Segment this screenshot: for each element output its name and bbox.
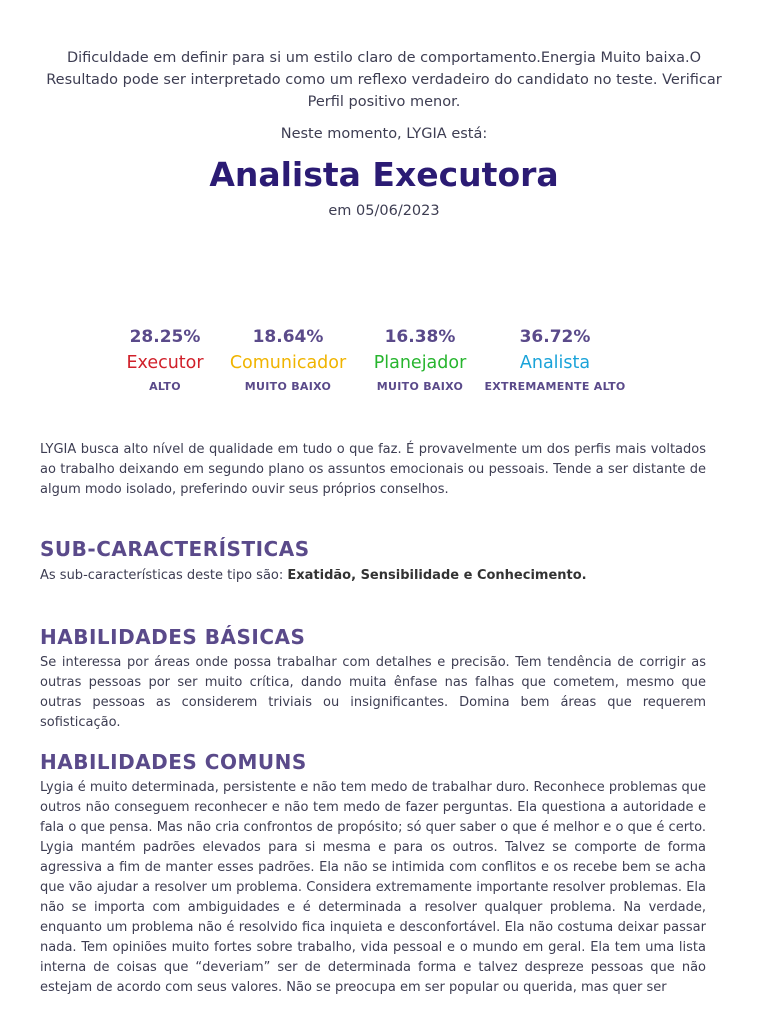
score-level: MUITO BAIXO	[244, 380, 332, 393]
score-comunicador	[220, 324, 356, 393]
score-percent: 28.25%	[129, 327, 201, 347]
score-label: Planejador	[373, 353, 467, 373]
score-summary	[0, 324, 768, 404]
sub-characteristics-heading: SUB-CARACTERÍSTICAS	[40, 537, 310, 561]
score-planejador	[355, 324, 485, 393]
profile-date: em 05/06/2023	[328, 203, 440, 219]
score-percent: 36.72%	[519, 327, 591, 347]
score-executor	[100, 324, 230, 393]
moment-text: Neste momento, LYGIA está:	[280, 126, 488, 142]
common-skills-heading: HABILIDADES COMUNS	[40, 750, 307, 774]
basic-skills-heading: HABILIDADES BÁSICAS	[40, 625, 306, 649]
score-percent: 18.64%	[252, 327, 324, 347]
score-level: MUITO BAIXO	[376, 380, 464, 393]
score-label: Comunicador	[229, 353, 347, 373]
sub-characteristics-lead: As sub-características deste tipo são:	[40, 568, 288, 583]
common-skills-text: Lygia é muito determinada, persistente e não tem medo de trabalhar duro. Reconhece problemas que outros não conseguem reconhecer e não tem medo de fazer perguntas. Ela questiona a autoridade e fala o que pensa. Mas não cria confrontos de propósito; só quer saber o que é melhor e o que é certo. Lygia mantém padrões elevados para si mesma e para os outros. Talvez se comporte de forma agressiva a fim de manter esses padrões. Ela não se intimida com conflitos e os recebe bem se acha que vão ajudar a resolver um problema. Considera extremamente importante resolver problemas. Ela não se importa com ambiguidades e é determinada a resolver qualquer problema. Na verdade, enquanto um problema não é resolvido fica inquieta e desconfortável. Ela não costuma deixar passar nada. Tem opiniões muito fortes sobre trabalho, vida pessoal e o mundo em geral. Ela tem uma lista interna de coisas que “deveriam” ser de determinada forma e talvez despreze pessoas que não estejam de acordo com seus valores. Não se preocupa em ser popular ou querida, mas quer ser	[40, 780, 706, 995]
summary-text: LYGIA busca alto nível de qualidade em tudo o que faz. É provavelmente um dos perfis mais voltados ao trabalho deixando em segundo plano os assuntos emocionais ou pessoais. Tende a ser distante de algum modo isolado, preferindo ouvir seus próprios conselhos.	[40, 442, 706, 497]
score-label: Executor	[126, 353, 204, 373]
score-level: EXTREMAMENTE ALTO	[484, 380, 626, 393]
score-percent: 16.38%	[384, 327, 456, 347]
sub-characteristics-items: Exatidão, Sensibilidade e Conhecimento.	[287, 568, 587, 583]
profile-title: Analista Executora	[209, 155, 559, 194]
intro-text: Dificuldade em definir para si um estilo claro de comportamento.Energia Muito baixa.O Resultado pode ser interpretado como um reflexo verdadeiro do candidato no teste. Verificar Perfil positivo menor.	[46, 50, 722, 110]
score-analista	[482, 324, 628, 393]
score-level: ALTO	[149, 380, 181, 393]
score-label: Analista	[519, 353, 591, 373]
basic-skills-text: Se interessa por áreas onde possa trabalhar com detalhes e precisão. Tem tendência de corrigir as outras pessoas por ser muito crítica, dando muita ênfase nas falhas que cometem, mesmo que outras pessoas as considerem triviais ou insignificantes. Domina bem áreas que requerem sofisticação.	[40, 655, 706, 730]
sub-characteristics-text	[40, 566, 706, 586]
